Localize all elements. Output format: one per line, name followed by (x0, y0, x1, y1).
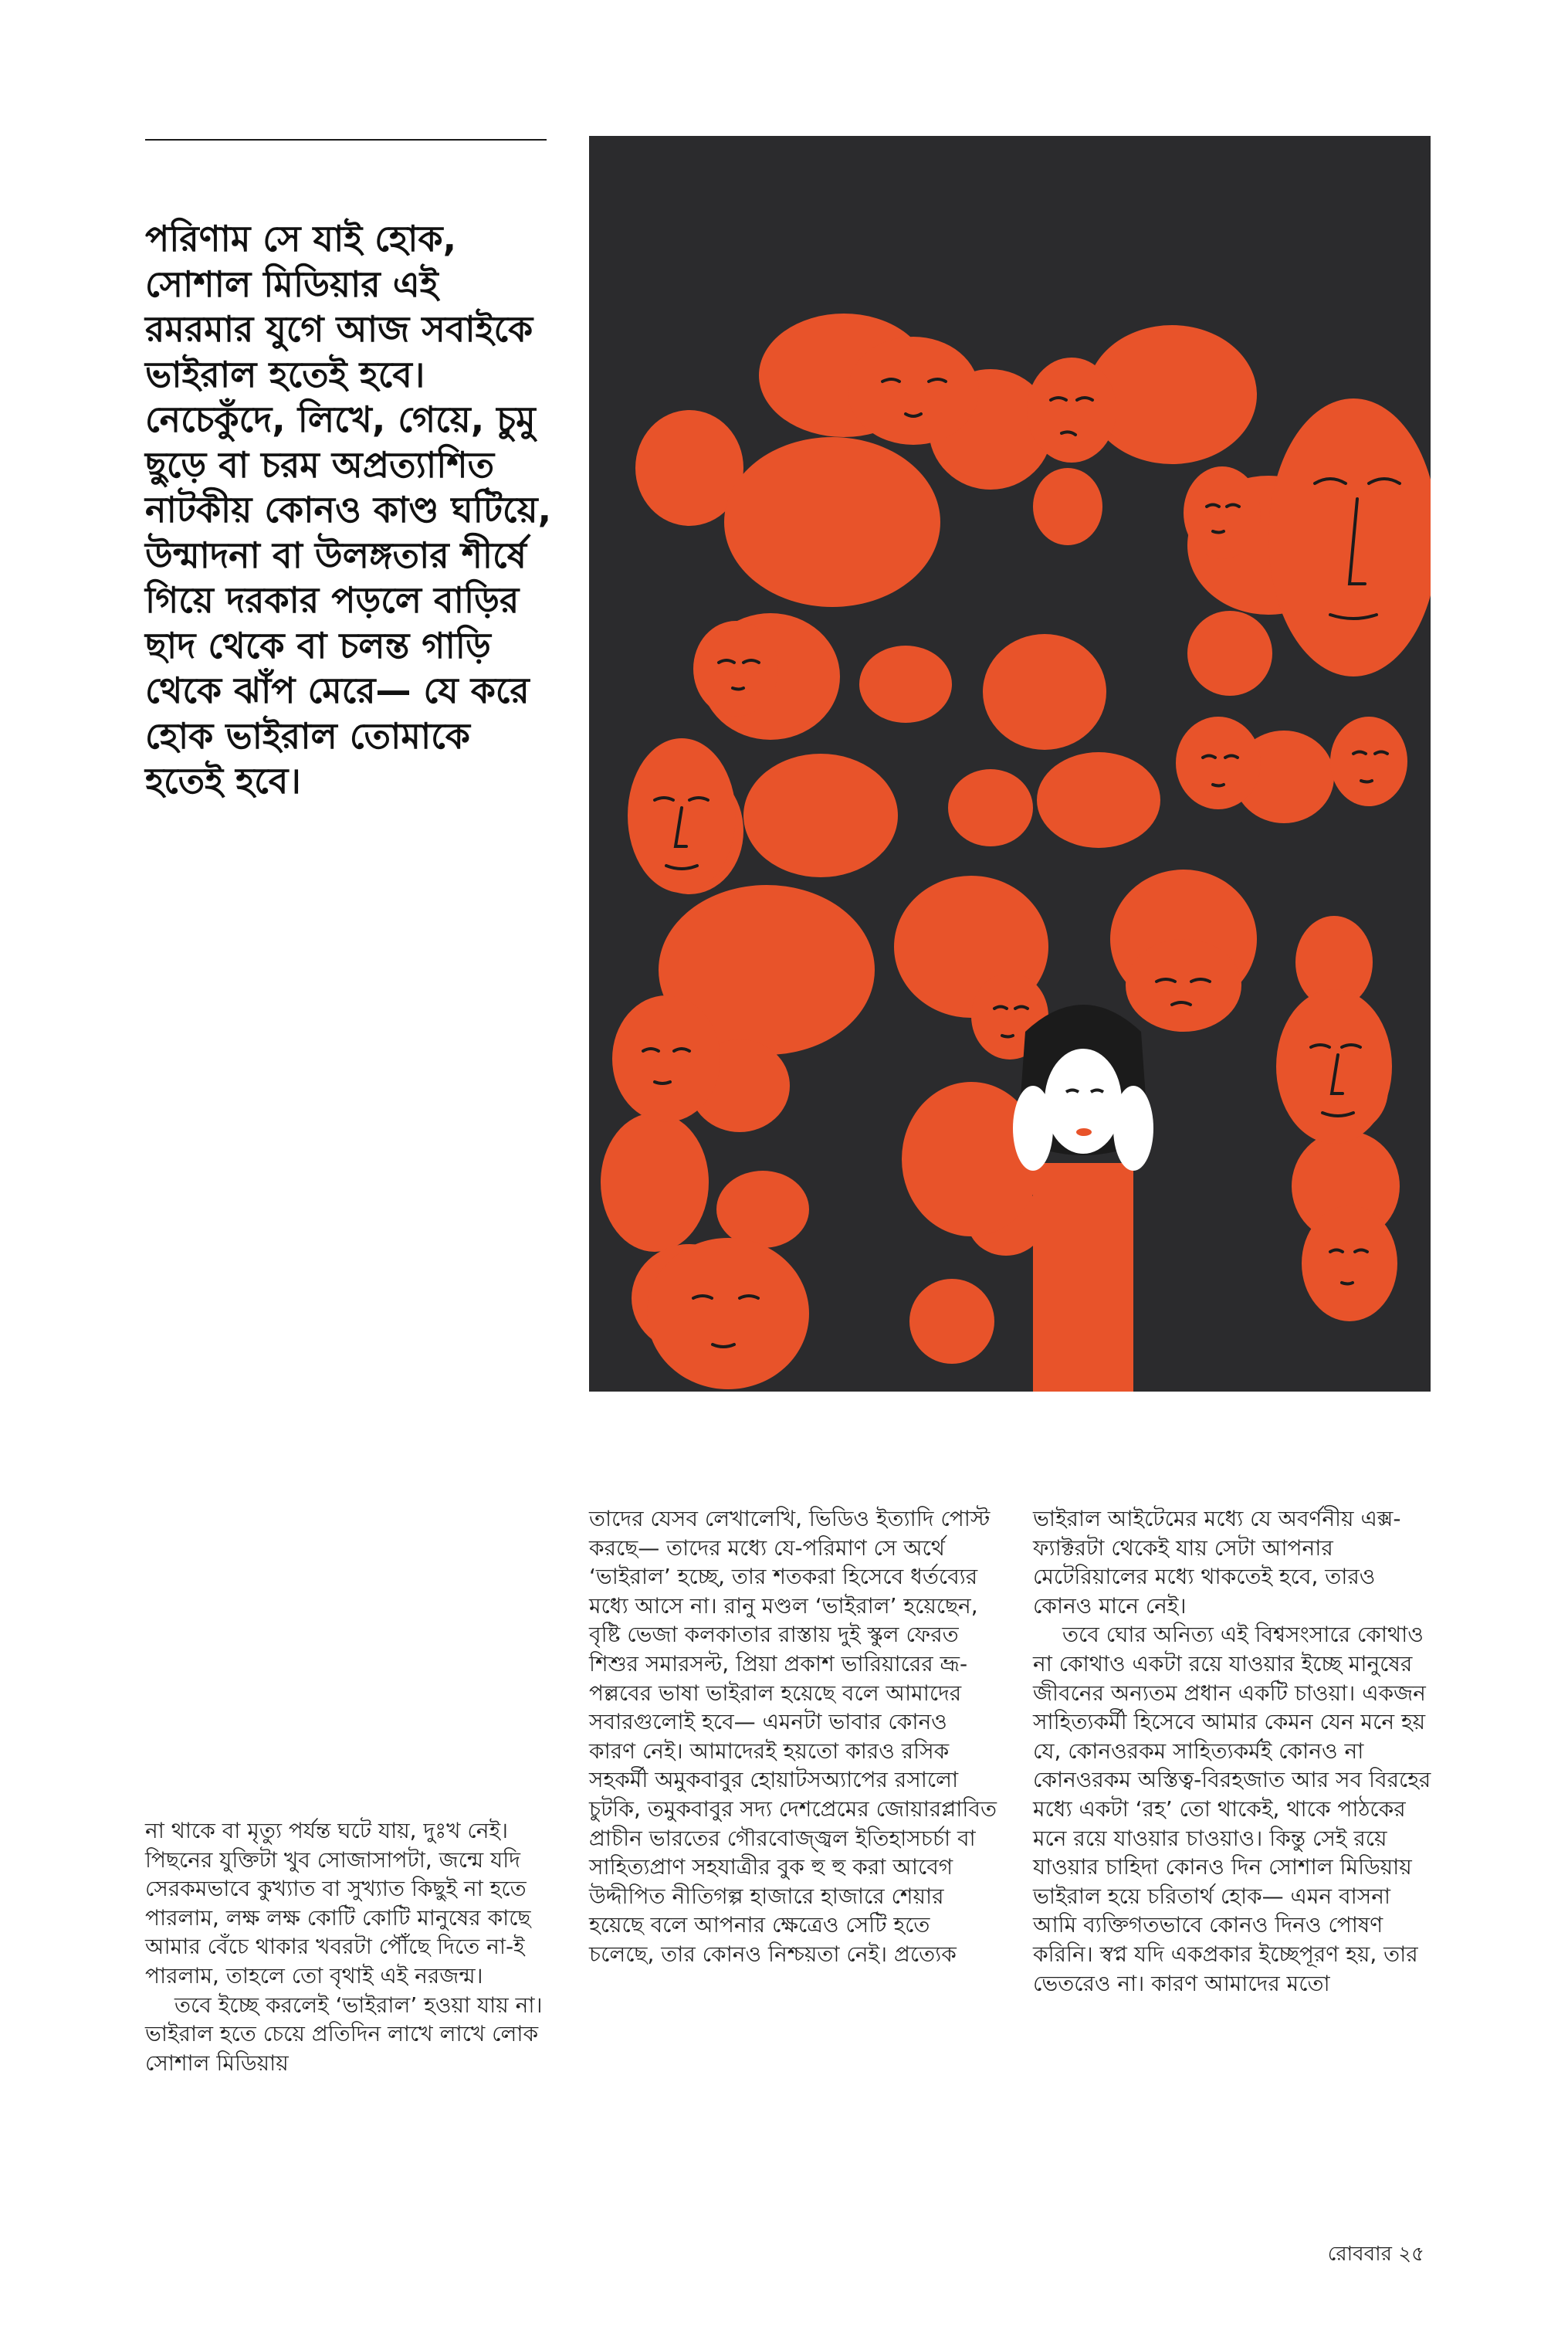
text-column-2 (589, 1504, 998, 1969)
bubble (948, 769, 1033, 846)
face (1268, 398, 1431, 676)
bubble (859, 646, 952, 723)
illustration-svg (589, 136, 1431, 1392)
paragraph: না থাকে বা মৃত্যু পর্যন্ত ঘটে যায়, দুঃখ নেই। পিছনের যুক্তিটা খুব সোজাসাপটা, জন্মে যদি সেরকমভাবে কুখ্যাত বা সুখ্যাত কিছুই না হতে পারলাম, লক্ষ লক্ষ কোটি কোটি মানুষের কাছে আমার বেঁচে থাকার খবরটা পৌঁছে দিতে না-ই পারলাম, তাহলে তো বৃথাই এই নরজন্ম। (145, 1818, 531, 1989)
face (1176, 717, 1261, 809)
paragraph: তবে ইচ্ছে করলেই ‘ভাইরাল’ হওয়া যায় না। ভাইরাল হতে চেয়ে প্রতিদিন লাখে লাখে লোক সোশাল মিডিয়ায় (145, 1992, 543, 2076)
paragraph: ভাইরাল আইটেমের মধ্যে যে অবর্ণনীয় এক্স-ফ্যাক্টরটা থেকেই যায় সেটা আপনার মেটেরিয়ালের মধ্যে থাকতেই হবে, তারও কোনও মানে নেই। (1033, 1506, 1401, 1619)
face (647, 1238, 809, 1389)
face (612, 995, 720, 1122)
speech-bubbles-illustration (589, 136, 1431, 1392)
face (693, 621, 778, 717)
face (1126, 939, 1241, 1032)
top-rule (145, 139, 547, 141)
central-woman-figure (1013, 1005, 1153, 1392)
text-column-3 (1033, 1504, 1434, 1998)
face (1276, 989, 1392, 1144)
paragraph: তবে ঘোর অনিত্য এই বিশ্বসংসারে কোথাও না কোথাও একটা রয়ে যাওয়ার ইচ্ছে মানুষের জীবনের অন্যতম প্রধান একটি চাওয়া। একজন সাহিত্যকর্মী হিসেবে আমার কেমন যেন মনে হয় যে, কোনওরকম সাহিত্যকর্মই কোনও না কোনওরকম অস্তিত্ব-বিরহজাত আর সব বিরহের মধ্যে একটা ‘রহ’ তো থাকেই, থাকে পাঠকের মনে রয়ে যাওয়ার চাওয়াও। কিন্তু সেই রয়ে যাওয়ার চাহিদা কোনও দিন সোশাল মিডিয়ায় ভাইরাল হয়ে চরিতার্থ হোক— এমন বাসনা আমি ব্যক্তিগতভাবে কোনও দিনও পোষণ করিনি। স্বপ্ন যদি একপ্রকার ইচ্ছেপূরণ হয়, তার ভেতরেও না। কারণ আমাদের মতো (1033, 1622, 1431, 1996)
bubble (601, 1113, 709, 1252)
page-footer: রোববার ২৫ (1327, 2243, 1424, 2266)
face (1330, 717, 1407, 806)
face (848, 337, 979, 445)
bubble (716, 1171, 809, 1248)
bubble (1037, 752, 1160, 848)
paragraph: তাদের যেসব লেখালেখি, ভিডিও ইত্যাদি পোস্ট করছে— তাদের মধ্যে যে-পরিমাণ সে অর্থে ‘ভাইরাল’ হচ্ছে, তার শতকরা হিসেবে ধর্তব্যের মধ্যে আসে না। রানু মণ্ডল ‘ভাইরাল’ হয়েছেন, বৃষ্টি ভেজা কলকাতার রাস্তায় দুই স্কুল ফেরত শিশুর সমারসল্ট, প্রিয়া প্রকাশ ভারিয়ারের ভ্রূ-পল্লবের ভাষা ভাইরাল হয়েছে বলে আমাদের সবারগুলোই হবে— এমনটা ভাবার কোনও কারণ নেই। আমাদেরই হয়তো কারও রসিক সহকর্মী অমুকবাবুর হোয়াটসঅ্যাপের রসালো চুটকি, তমুকবাবুর সদ্য দেশপ্রেমের জোয়ারপ্লাবিত প্রাচীন ভারতের গৌরবোজ্জ্বল ইতিহাসচর্চা বা সাহিত্যপ্রাণ সহযাত্রীর বুক হু হু করা আবেগ উদ্দীপিত নীতিগল্প হাজারে হাজারে শেয়ার হয়েছে বলে আপনার ক্ষেত্রেও সেটি হতে চলেছে, তার কোনও নিশ্চয়তা নেই। প্রত্যেক (589, 1506, 997, 1967)
bubble (909, 1279, 994, 1364)
bubble (983, 634, 1106, 750)
face (1184, 466, 1261, 559)
pull-quote: পরিণাম সে যাই হোক, সোশাল মিডিয়ার এই রমরমার যুগে আজ সবাইকে ভাইরাল হতেই হবে। নেচেকুঁদে, লিখে, গেয়ে, চুমু ছুড়ে বা চরম অপ্রত্যাশিত নাটকীয় কোনও কাণ্ড ঘটিয়ে, উন্মাদনা বা উলঙ্গতার শীর্ষে গিয়ে দরকার পড়লে বাড়ির ছাদ থেকে বা চলন্ত গাড়ি থেকে ঝাঁপ মেরে— যে করে হোক ভাইরাল তোমাকে হতেই হবে। (145, 218, 552, 802)
face (1027, 358, 1116, 463)
text-column-1 (145, 1816, 577, 2077)
bubble (1033, 468, 1102, 545)
bubble (1187, 611, 1272, 696)
bubble (743, 754, 898, 877)
bubble (724, 437, 940, 607)
face (1302, 1205, 1397, 1321)
